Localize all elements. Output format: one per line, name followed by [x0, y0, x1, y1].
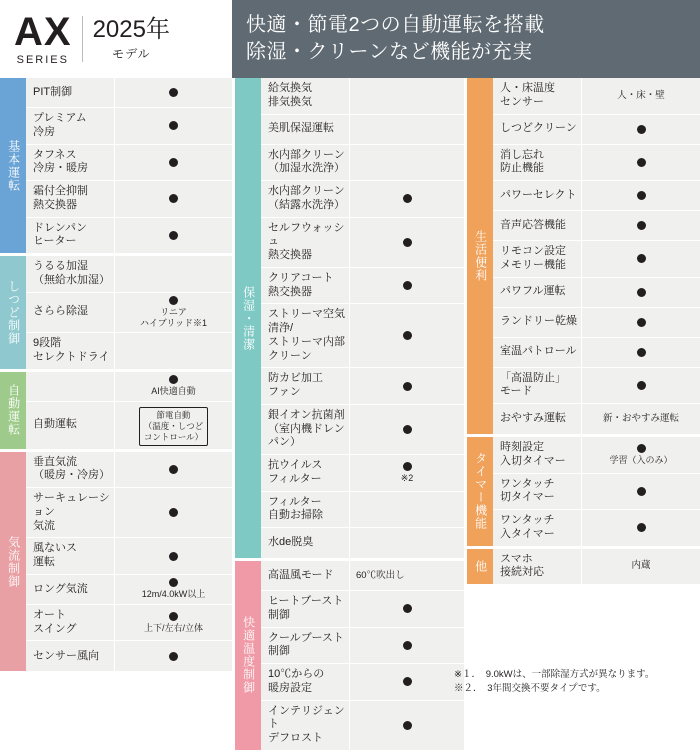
feature-section	[235, 78, 464, 561]
feature-row	[261, 455, 464, 492]
feature-row	[26, 372, 232, 402]
feature-note: ※2	[400, 472, 414, 483]
feature-column-2	[232, 78, 464, 744]
available-dot-icon	[637, 318, 646, 327]
available-dot-icon	[169, 158, 178, 167]
feature-value	[581, 241, 700, 277]
available-dot-icon	[169, 296, 178, 305]
feature-row	[26, 256, 232, 293]
feature-value	[581, 211, 700, 240]
feature-section	[0, 256, 232, 372]
feature-label: 水内部クリーン （加湿水洗浄）	[261, 145, 349, 181]
feature-row	[26, 293, 232, 334]
available-dot-icon	[403, 194, 412, 203]
feature-value	[349, 181, 464, 217]
feature-value	[114, 641, 232, 671]
feature-row	[493, 308, 700, 338]
feature-label: 水内部クリーン （結露水洗浄）	[261, 181, 349, 217]
feature-row	[493, 338, 700, 368]
feature-note: AI快適自動	[151, 385, 196, 396]
footnote-item: ※２． 3年間交換不要タイプです。	[454, 682, 606, 694]
feature-value	[114, 78, 232, 107]
feature-value	[349, 368, 464, 404]
feature-label: セルフウォッシュ 熱交換器	[261, 218, 349, 267]
footnote-item: ※１． 9.0kWは、一部除湿方式が異なります。	[454, 668, 655, 680]
feature-label: ランドリー乾燥	[493, 308, 581, 337]
series-label: SERIES	[16, 54, 69, 66]
feature-label: 霜付全抑制 熱交換器	[26, 181, 114, 217]
headline-line-2: 除湿・クリーンなど機能が充実	[246, 41, 533, 63]
available-dot-icon	[169, 612, 178, 621]
feature-value	[581, 145, 700, 181]
available-dot-icon	[637, 348, 646, 357]
available-dot-icon	[169, 552, 178, 561]
feature-section	[0, 372, 232, 452]
section-rows	[26, 78, 232, 253]
feature-label: ロング気流	[26, 575, 114, 604]
feature-row	[493, 549, 700, 585]
feature-row	[26, 488, 232, 538]
year-block	[93, 16, 170, 62]
available-dot-icon	[403, 721, 412, 730]
feature-value	[114, 452, 232, 488]
available-dot-icon	[403, 677, 412, 686]
section-tab-label: 自動運転	[0, 372, 26, 449]
feature-section	[0, 452, 232, 675]
section-rows	[261, 78, 464, 558]
feature-value	[349, 218, 464, 267]
feature-row	[26, 218, 232, 254]
feature-label: ドレンパン ヒーター	[26, 218, 114, 254]
section-tab-label: 気流制御	[0, 452, 26, 672]
feature-label: 10℃からの 暖房設定	[261, 664, 349, 700]
feature-row	[493, 404, 700, 434]
feature-row	[261, 115, 464, 145]
feature-label: 給気換気 排気換気	[261, 78, 349, 114]
feature-row	[261, 304, 464, 368]
feature-row	[26, 108, 232, 145]
feature-value	[581, 308, 700, 337]
feature-label: ワンタッチ 切タイマー	[493, 474, 581, 510]
feature-row	[26, 605, 232, 642]
feature-value	[581, 474, 700, 510]
available-dot-icon	[637, 523, 646, 532]
feature-row	[26, 538, 232, 575]
available-dot-icon	[403, 382, 412, 391]
available-dot-icon	[403, 425, 412, 434]
available-dot-icon	[637, 158, 646, 167]
feature-note: 学習（入のみ）	[609, 454, 673, 465]
feature-value	[581, 404, 700, 434]
feature-section	[467, 549, 700, 588]
available-dot-icon	[637, 191, 646, 200]
available-dot-icon	[637, 221, 646, 230]
feature-value	[581, 437, 700, 473]
section-tab-label: 生活便利	[467, 78, 493, 434]
available-dot-icon	[637, 254, 646, 263]
feature-note: 内蔵	[631, 560, 651, 572]
feature-row	[261, 268, 464, 305]
feature-value	[114, 402, 232, 449]
feature-value	[114, 256, 232, 292]
feature-row	[493, 278, 700, 308]
feature-label: しつどクリーン	[493, 115, 581, 144]
feature-value	[349, 455, 464, 491]
feature-row	[493, 145, 700, 182]
feature-label: 「高温防止」 モード	[493, 368, 581, 404]
feature-value	[581, 368, 700, 404]
feature-value	[581, 549, 700, 585]
available-dot-icon	[169, 194, 178, 203]
feature-label: インテリジェント デフロスト	[261, 701, 349, 750]
feature-row	[261, 528, 464, 558]
feature-row	[261, 405, 464, 455]
available-dot-icon	[403, 238, 412, 247]
feature-row	[26, 145, 232, 182]
feature-row	[26, 333, 232, 369]
feature-label: パワフル運転	[493, 278, 581, 307]
footnotes	[454, 668, 692, 697]
feature-row	[26, 78, 232, 108]
feature-label: 9段階 セレクトドライ	[26, 333, 114, 369]
available-dot-icon	[637, 487, 646, 496]
feature-label: クリアコート 熱交換器	[261, 268, 349, 304]
feature-row	[261, 78, 464, 115]
feature-label: オート スイング	[26, 605, 114, 641]
available-dot-icon	[169, 375, 178, 384]
brand-block	[14, 12, 72, 66]
feature-row	[493, 115, 700, 145]
section-rows	[261, 561, 464, 750]
feature-row	[261, 218, 464, 268]
feature-value	[349, 528, 464, 558]
feature-section	[0, 78, 232, 256]
feature-label: プレミアム 冷房	[26, 108, 114, 144]
feature-columns	[0, 78, 700, 744]
feature-label: 抗ウイルス フィルター	[261, 455, 349, 491]
section-rows	[493, 549, 700, 585]
feature-value	[349, 628, 464, 664]
feature-value	[114, 605, 232, 641]
feature-value	[581, 510, 700, 546]
available-dot-icon	[403, 462, 412, 471]
header-divider	[82, 16, 83, 62]
feature-note: 60℃吹出し	[356, 569, 405, 581]
feature-value	[114, 218, 232, 254]
feature-column-1	[0, 78, 232, 700]
feature-label: センサー風向	[26, 641, 114, 671]
section-rows	[26, 452, 232, 672]
feature-label: 高温風モード	[261, 561, 349, 590]
model-year: 2025年	[92, 15, 170, 43]
feature-note: 人・床・壁	[617, 89, 665, 101]
section-tab-label: 保湿・清潔	[235, 78, 261, 558]
feature-note: 新・おやすみ運転	[602, 413, 679, 425]
feature-label: 風ないス 運転	[26, 538, 114, 574]
available-dot-icon	[637, 288, 646, 297]
feature-label: 室温パトロール	[493, 338, 581, 367]
feature-label: フィルター 自動お掃除	[261, 492, 349, 528]
feature-label: うるる加湿 （無給水加湿）	[26, 256, 114, 292]
model-word: モデル	[112, 47, 151, 62]
feature-label: 音声応答機能	[493, 211, 581, 240]
feature-row	[261, 561, 464, 591]
feature-row	[493, 211, 700, 241]
feature-value	[581, 278, 700, 307]
section-tab-label: 基本運転	[0, 78, 26, 253]
feature-label: ワンタッチ 入タイマー	[493, 510, 581, 546]
available-dot-icon	[637, 125, 646, 134]
available-dot-icon	[403, 641, 412, 650]
feature-value	[114, 145, 232, 181]
feature-label: おやすみ運転	[493, 404, 581, 434]
available-dot-icon	[403, 331, 412, 340]
feature-row	[493, 474, 700, 511]
page-header	[0, 0, 700, 78]
feature-value	[349, 304, 464, 367]
feature-value	[349, 405, 464, 454]
feature-note: 12m/4.0kW以上	[141, 589, 206, 600]
feature-row	[493, 437, 700, 474]
feature-row	[26, 181, 232, 218]
available-dot-icon	[637, 444, 646, 453]
feature-row	[26, 402, 232, 449]
feature-row	[493, 78, 700, 115]
feature-label: 人・床温度 センサー	[493, 78, 581, 114]
section-tab-label: 快適温度制御	[235, 561, 261, 750]
feature-label: 防カビ加工 ファン	[261, 368, 349, 404]
feature-label: 時刻設定 入切タイマー	[493, 437, 581, 473]
feature-label: リモコン設定 メモリー機能	[493, 241, 581, 277]
feature-row	[493, 181, 700, 211]
feature-label: クールブースト 制御	[261, 628, 349, 664]
feature-row	[261, 664, 464, 701]
available-dot-icon	[637, 381, 646, 390]
section-rows	[493, 437, 700, 546]
section-rows	[493, 78, 700, 434]
feature-row	[26, 641, 232, 671]
feature-row	[261, 591, 464, 628]
feature-label: ストリーマ空気清浄/ ストリーマ内部クリーン	[261, 304, 349, 367]
feature-row	[261, 701, 464, 750]
feature-section	[235, 561, 464, 753]
feature-value	[581, 338, 700, 367]
available-dot-icon	[169, 121, 178, 130]
feature-row	[261, 368, 464, 405]
feature-note: リニア ハイブリッド※1	[139, 306, 208, 328]
headline-banner	[232, 0, 700, 78]
feature-value	[349, 492, 464, 528]
feature-value	[581, 181, 700, 210]
feature-section	[467, 437, 700, 549]
available-dot-icon	[169, 465, 178, 474]
feature-label: スマホ 接続対応	[493, 549, 581, 585]
feature-value	[349, 268, 464, 304]
feature-label: タフネス 冷房・暖房	[26, 145, 114, 181]
feature-value	[114, 333, 232, 369]
feature-value	[114, 538, 232, 574]
feature-value	[114, 108, 232, 144]
feature-column-3	[464, 78, 700, 700]
feature-row	[261, 181, 464, 218]
feature-label: 銀イオン抗菌剤 （室内機ドレンパン）	[261, 405, 349, 454]
feature-value	[349, 561, 464, 590]
feature-section	[467, 78, 700, 437]
feature-row	[26, 575, 232, 605]
feature-row	[261, 628, 464, 665]
available-dot-icon	[169, 508, 178, 517]
feature-value	[349, 591, 464, 627]
feature-value	[114, 575, 232, 604]
feature-value	[349, 78, 464, 114]
feature-row	[493, 510, 700, 546]
available-dot-icon	[169, 652, 178, 661]
feature-value	[114, 181, 232, 217]
feature-row	[493, 368, 700, 405]
feature-value	[349, 115, 464, 144]
feature-label: 垂直気流 （暖房・冷房）	[26, 452, 114, 488]
feature-row	[26, 452, 232, 489]
feature-label: 自動運転	[26, 402, 114, 449]
section-tab-label: 他	[467, 549, 493, 585]
section-rows	[26, 372, 232, 449]
feature-value	[581, 78, 700, 114]
feature-label: 消し忘れ 防止機能	[493, 145, 581, 181]
feature-value	[581, 115, 700, 144]
feature-note: 上下/左右/立体	[143, 622, 203, 633]
feature-label: ヒートブースト 制御	[261, 591, 349, 627]
section-tab-label: タイマー機能	[467, 437, 493, 546]
available-dot-icon	[169, 231, 178, 240]
available-dot-icon	[403, 604, 412, 613]
available-dot-icon	[169, 578, 178, 587]
section-tab-label: しつど制御	[0, 256, 26, 369]
feature-value	[349, 701, 464, 750]
feature-label: さらら除湿	[26, 293, 114, 333]
brand-name: AX	[14, 10, 72, 54]
available-dot-icon	[169, 88, 178, 97]
feature-value	[114, 372, 232, 401]
available-dot-icon	[403, 281, 412, 290]
feature-label: パワーセレクト	[493, 181, 581, 210]
feature-value	[349, 664, 464, 700]
feature-label: 美肌保湿運転	[261, 115, 349, 144]
feature-value	[349, 145, 464, 181]
feature-row	[493, 241, 700, 278]
feature-row	[261, 145, 464, 182]
model-badge	[0, 0, 232, 78]
headline-line-1: 快適・節電2つの自動運転を搭載	[246, 14, 545, 36]
feature-note: 節電自動 （温度・しつど コントロール）	[139, 407, 209, 446]
feature-value	[114, 488, 232, 537]
section-rows	[26, 256, 232, 369]
feature-value	[114, 293, 232, 333]
feature-label: 水de脱臭	[261, 528, 349, 558]
feature-label: サーキュレーション 気流	[26, 488, 114, 537]
feature-row	[261, 492, 464, 529]
feature-label	[26, 372, 114, 401]
feature-label: PIT制御	[26, 78, 114, 107]
